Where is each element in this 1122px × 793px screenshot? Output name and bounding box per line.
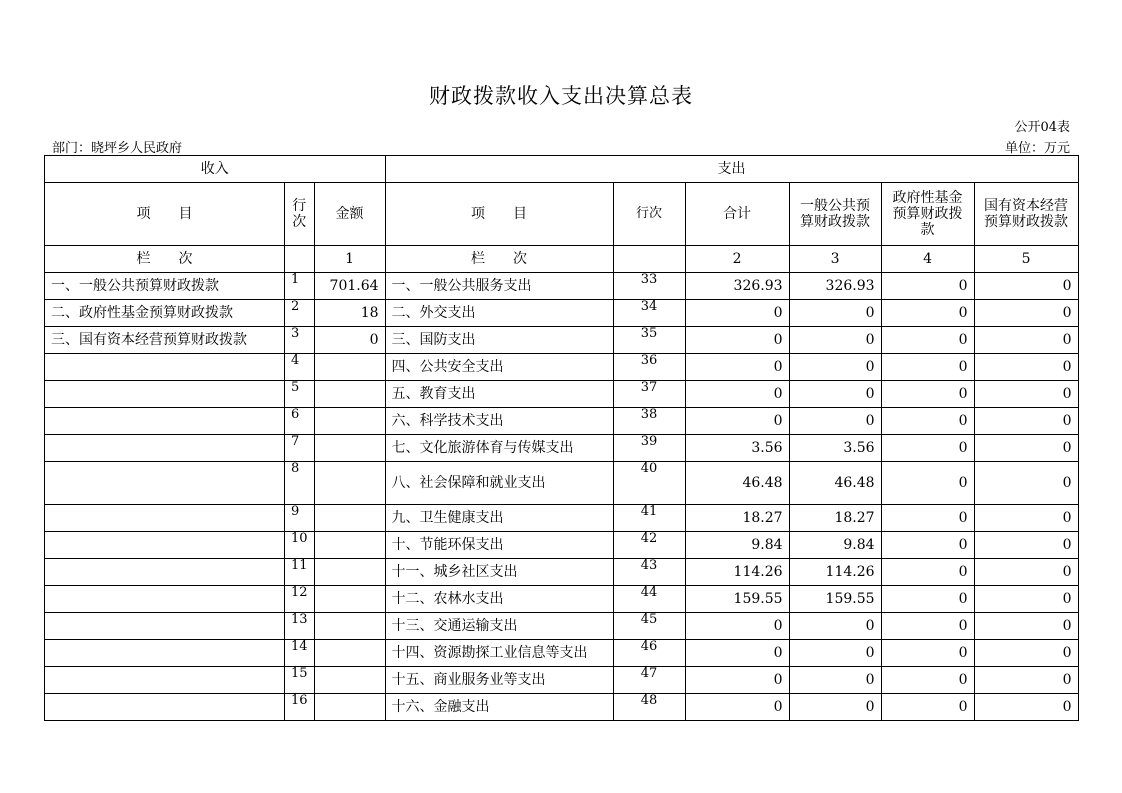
state-capital-value: 0: [974, 613, 1078, 640]
income-item: [45, 613, 285, 640]
table-row: [45, 273, 1079, 300]
general-budget-value: 0: [789, 408, 881, 435]
expense-item: 十三、交通运输支出: [385, 613, 613, 640]
total-value: 0: [685, 354, 789, 381]
income-amount: [314, 435, 385, 462]
expense-line-no: 43: [613, 559, 685, 586]
state-capital-value: 0: [974, 532, 1078, 559]
income-item: [45, 462, 285, 505]
table-body: [45, 273, 1079, 721]
income-line-no: 2: [285, 300, 315, 327]
income-line-no: 9: [285, 505, 315, 532]
gov-fund-value: 0: [881, 667, 974, 694]
general-budget-value: 326.93: [789, 273, 881, 300]
income-amount: [314, 532, 385, 559]
general-budget-value: 114.26: [789, 559, 881, 586]
expense-item: 十、节能环保支出: [385, 532, 613, 559]
expense-line-no: 38: [613, 408, 685, 435]
general-budget-value: 0: [789, 667, 881, 694]
state-capital-value: 0: [974, 273, 1078, 300]
income-line-no: 13: [285, 613, 315, 640]
income-line-no: 1: [285, 273, 315, 300]
table-row: [45, 300, 1079, 327]
column-index: 2: [685, 246, 789, 273]
total-value: 0: [685, 408, 789, 435]
table-row: [45, 354, 1079, 381]
expense-line-no: 48: [613, 694, 685, 721]
income-section-header: 收入: [45, 156, 386, 183]
table-row: [45, 559, 1079, 586]
income-line-no: 4: [285, 354, 315, 381]
income-item: [45, 408, 285, 435]
general-budget-value: 0: [789, 694, 881, 721]
department-label: 部门：晓坪乡人民政府: [52, 141, 183, 156]
expense-line-no: 42: [613, 532, 685, 559]
expense-item: 三、国防支出: [385, 327, 613, 354]
income-amount: 0: [314, 327, 385, 354]
gov-fund-value: 0: [881, 435, 974, 462]
expense-line-no: 37: [613, 381, 685, 408]
expense-section-header: 支出: [385, 156, 1078, 183]
income-item: [45, 559, 285, 586]
gov-fund-value: 0: [881, 300, 974, 327]
income-line-no: 10: [285, 532, 315, 559]
table-row: [45, 462, 1079, 505]
state-capital-value: 0: [974, 640, 1078, 667]
income-amount-header: 金额: [314, 183, 385, 246]
income-line-no: 11: [285, 559, 315, 586]
general-budget-header: 一般公共预算财政拨款: [789, 183, 881, 246]
income-amount: [314, 694, 385, 721]
state-capital-value: 0: [974, 694, 1078, 721]
income-amount: [314, 586, 385, 613]
gov-fund-value: 0: [881, 586, 974, 613]
state-capital-header: 国有资本经营预算财政拨款: [974, 183, 1078, 246]
expense-line-no: 33: [613, 273, 685, 300]
income-line-no: 14: [285, 640, 315, 667]
state-capital-value: 0: [974, 462, 1078, 505]
table-row: [45, 505, 1079, 532]
expense-item: 七、文化旅游体育与传媒支出: [385, 435, 613, 462]
gov-fund-value: 0: [881, 462, 974, 505]
income-item: 三、国有资本经营预算财政拨款: [45, 327, 285, 354]
state-capital-value: 0: [974, 586, 1078, 613]
income-line-no: 8: [285, 462, 315, 505]
expense-line-no: 47: [613, 667, 685, 694]
table-row: [45, 408, 1079, 435]
expense-item: 十四、资源勘探工业信息等支出: [385, 640, 613, 667]
expense-line-no-header: 行次: [613, 183, 685, 246]
state-capital-value: 0: [974, 435, 1078, 462]
state-capital-value: 0: [974, 300, 1078, 327]
general-budget-value: 46.48: [789, 462, 881, 505]
income-amount: [314, 408, 385, 435]
income-line-no: 3: [285, 327, 315, 354]
income-amount: [314, 381, 385, 408]
gov-fund-value: 0: [881, 694, 974, 721]
gov-fund-value: 0: [881, 273, 974, 300]
general-budget-value: 0: [789, 381, 881, 408]
income-line-no: 6: [285, 408, 315, 435]
table-row: [45, 327, 1079, 354]
income-amount: [314, 462, 385, 505]
column-index: 1: [314, 246, 385, 273]
income-amount: [314, 354, 385, 381]
income-item: [45, 532, 285, 559]
table-row: [45, 667, 1079, 694]
total-value: 0: [685, 300, 789, 327]
expense-line-no: 45: [613, 613, 685, 640]
total-value: 0: [685, 327, 789, 354]
income-item: [45, 586, 285, 613]
gov-fund-value: 0: [881, 640, 974, 667]
income-amount: 701.64: [314, 273, 385, 300]
general-budget-value: 9.84: [789, 532, 881, 559]
income-amount: [314, 667, 385, 694]
gov-fund-value: 0: [881, 408, 974, 435]
state-capital-value: 0: [974, 667, 1078, 694]
unit-label: 单位：万元: [1004, 141, 1070, 156]
table-row: [45, 532, 1079, 559]
general-budget-value: 0: [789, 354, 881, 381]
income-amount: [314, 613, 385, 640]
expense-item: 五、教育支出: [385, 381, 613, 408]
state-capital-value: 0: [974, 381, 1078, 408]
expense-item: 八、社会保障和就业支出: [385, 462, 613, 505]
total-value: 0: [685, 694, 789, 721]
state-capital-value: 0: [974, 354, 1078, 381]
column-index: 3: [789, 246, 881, 273]
general-budget-value: 159.55: [789, 586, 881, 613]
state-capital-value: 0: [974, 505, 1078, 532]
expense-line-no: 41: [613, 505, 685, 532]
expense-line-no: 35: [613, 327, 685, 354]
gov-fund-value: 0: [881, 559, 974, 586]
state-capital-value: 0: [974, 327, 1078, 354]
income-item: [45, 381, 285, 408]
income-item: [45, 667, 285, 694]
total-value: 159.55: [685, 586, 789, 613]
expense-line-no: 36: [613, 354, 685, 381]
expense-item-header: 项 目: [385, 183, 613, 246]
total-value: 0: [685, 640, 789, 667]
expense-line-no: 34: [613, 300, 685, 327]
gov-fund-value: 0: [881, 327, 974, 354]
budget-table: [44, 155, 1079, 721]
page-title: 财政拨款收入支出决算总表: [429, 84, 693, 108]
total-value: 0: [685, 613, 789, 640]
general-budget-value: 0: [789, 327, 881, 354]
gov-fund-value: 0: [881, 381, 974, 408]
total-value: 9.84: [685, 532, 789, 559]
income-amount: 18: [314, 300, 385, 327]
expense-line-no: 44: [613, 586, 685, 613]
expense-item: 四、公共安全支出: [385, 354, 613, 381]
total-value: 0: [685, 381, 789, 408]
expense-item: 十六、金融支出: [385, 694, 613, 721]
total-value: 3.56: [685, 435, 789, 462]
section-header-row: [45, 156, 1079, 183]
expense-line-no: 40: [613, 462, 685, 505]
income-item: [45, 354, 285, 381]
table-row: [45, 586, 1079, 613]
income-line-no: 15: [285, 667, 315, 694]
expense-item: 二、外交支出: [385, 300, 613, 327]
expense-item: 六、科学技术支出: [385, 408, 613, 435]
income-item: 二、政府性基金预算财政拨款: [45, 300, 285, 327]
expense-line-no: 39: [613, 435, 685, 462]
income-item: [45, 505, 285, 532]
income-line-no: 7: [285, 435, 315, 462]
table-row: [45, 613, 1079, 640]
general-budget-value: 0: [789, 613, 881, 640]
income-line-no: 16: [285, 694, 315, 721]
state-capital-value: 0: [974, 408, 1078, 435]
gov-fund-value: 0: [881, 613, 974, 640]
blank-cell: [285, 246, 315, 273]
expense-item: 十一、城乡社区支出: [385, 559, 613, 586]
expense-item: 十五、商业服务业等支出: [385, 667, 613, 694]
table-row: [45, 381, 1079, 408]
income-item: [45, 640, 285, 667]
column-index-row: [45, 246, 1079, 273]
expense-line-no: 46: [613, 640, 685, 667]
total-value: 326.93: [685, 273, 789, 300]
expense-item: 一、一般公共服务支出: [385, 273, 613, 300]
gov-fund-value: 0: [881, 505, 974, 532]
income-item: [45, 694, 285, 721]
income-item: [45, 435, 285, 462]
income-column-label: 栏 次: [45, 246, 285, 273]
gov-fund-header: 政府性基金预算财政拨款: [881, 183, 974, 246]
income-line-no: 12: [285, 586, 315, 613]
table-row: [45, 435, 1079, 462]
state-capital-value: 0: [974, 559, 1078, 586]
income-line-no-header: 行次: [285, 183, 315, 246]
general-budget-value: 0: [789, 640, 881, 667]
blank-cell: [613, 246, 685, 273]
income-amount: [314, 559, 385, 586]
expense-item: 十二、农林水支出: [385, 586, 613, 613]
column-index: 5: [974, 246, 1078, 273]
total-header: 合计: [685, 183, 789, 246]
general-budget-value: 0: [789, 300, 881, 327]
income-line-no: 5: [285, 381, 315, 408]
income-item-header: 项 目: [45, 183, 285, 246]
total-value: 46.48: [685, 462, 789, 505]
expense-column-label: 栏 次: [385, 246, 613, 273]
income-amount: [314, 505, 385, 532]
form-number: 公开04表: [1014, 120, 1070, 135]
total-value: 0: [685, 667, 789, 694]
column-header-row: [45, 183, 1079, 246]
expense-item: 九、卫生健康支出: [385, 505, 613, 532]
table-row: [45, 640, 1079, 667]
gov-fund-value: 0: [881, 532, 974, 559]
income-amount: [314, 640, 385, 667]
table-row: [45, 694, 1079, 721]
total-value: 114.26: [685, 559, 789, 586]
general-budget-value: 3.56: [789, 435, 881, 462]
gov-fund-value: 0: [881, 354, 974, 381]
column-index: 4: [881, 246, 974, 273]
general-budget-value: 18.27: [789, 505, 881, 532]
income-item: 一、一般公共预算财政拨款: [45, 273, 285, 300]
total-value: 18.27: [685, 505, 789, 532]
